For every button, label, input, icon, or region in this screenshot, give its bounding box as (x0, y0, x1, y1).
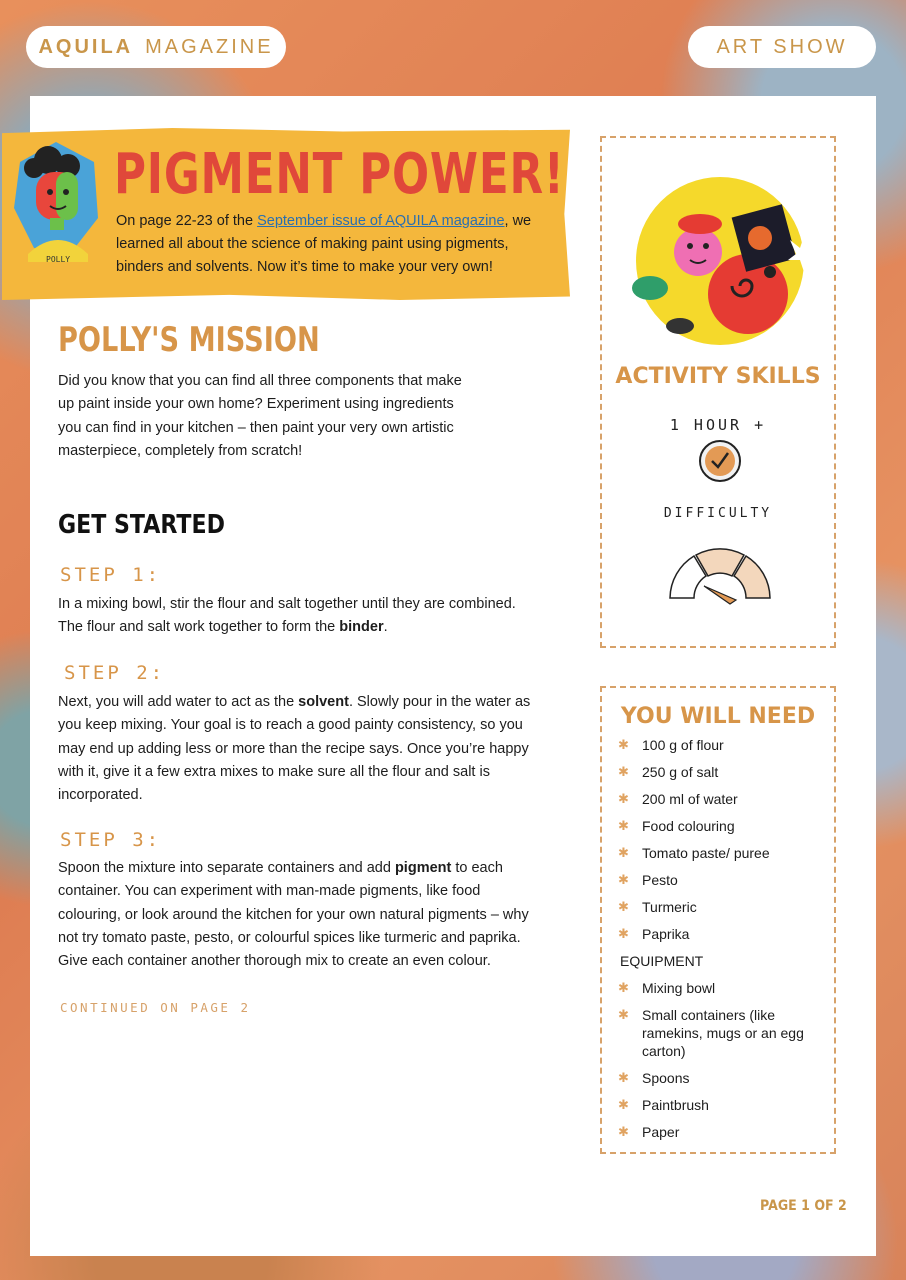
you-will-need-panel (600, 686, 836, 1154)
equipment-item-text: Mixing bowl (642, 980, 716, 996)
equipment-item (618, 1096, 824, 1114)
step-1-text-start: In a mixing bowl, stir the flour and salt together until they are combined. The flour and salt work together to form the (58, 596, 516, 636)
step-2-keyword: solvent (298, 694, 349, 710)
activity-skills-heading: ACTIVITY SKILLS (615, 364, 821, 389)
equipment-item-text: Paintbrush (642, 1097, 709, 1113)
intro-text-end: , we learned all about the science of making paint using pigments, binders and solvents. Now it’s time to make your very own! (116, 213, 532, 275)
get-started-heading: GET STARTED (58, 510, 225, 540)
bullet-star-icon: ✱ (618, 791, 629, 806)
brand-bold: AQUILA (38, 35, 134, 58)
polly-avatar-illustration (10, 138, 102, 278)
ingredient-item (618, 817, 824, 835)
step-2-text-end: . Slowly pour in the water as you keep mixing. Your goal is to reach a good painty consistency, so you may end up adding less or more than the recipe says. Once you’re happy with it, give it a few extra mixes to make sure all the flour and salt is incorporated. (58, 694, 531, 804)
mission-heading: POLLY'S MISSION (58, 320, 320, 360)
equipment-item-text: Spoons (642, 1070, 690, 1086)
mission-text: Did you know that you can find all three components that make up paint inside your own home? Experiment using ingredients you can find in your kitchen – then paint your very own artistic masterpiece, completely from scratch! (58, 373, 462, 459)
ingredient-item (618, 925, 824, 943)
ingredient-item-text: Food colouring (642, 818, 735, 834)
step-1-text (58, 593, 528, 640)
equipment-item (618, 979, 824, 997)
ingredient-item-text: Pesto (642, 872, 678, 888)
activity-skills-panel (600, 136, 836, 648)
step-2-text (58, 691, 532, 807)
step-3-text (58, 857, 536, 973)
bullet-star-icon: ✱ (618, 1070, 629, 1085)
brand-pill (26, 26, 286, 68)
step-1-text-end: . (383, 619, 388, 636)
difficulty-label: DIFFICULTY (663, 506, 773, 521)
step-2-label: STEP 2: (64, 662, 166, 684)
bullet-star-icon: ✱ (618, 818, 629, 833)
section-label: ART SHOW (716, 35, 848, 58)
difficulty-gauge (664, 542, 776, 606)
bullet-star-icon: ✱ (618, 926, 629, 941)
painter-illustration (620, 176, 820, 346)
equipment-item-text: Small containers (like ramekins, mugs or an egg carton) (642, 1007, 804, 1059)
bullet-star-icon: ✱ (618, 980, 629, 995)
intro-text-start: On page 22-23 of the (116, 213, 258, 229)
equipment-item (618, 1123, 824, 1141)
equipment-heading (618, 952, 824, 970)
ingredient-item-text: Paprika (642, 926, 690, 942)
step-2-text-start: Next, you will add water to act as the (58, 694, 299, 710)
brand-rest: MAGAZINE (145, 35, 274, 58)
step-3-text-start: Spoon the mixture into separate containers and add (58, 860, 395, 876)
page-title: PIGMENT POWER! (114, 142, 565, 207)
equipment-item (618, 1069, 824, 1087)
step-3-text-end: to each container. You can experiment with man-made pigments, like food colouring, or look around the kitchen for your own natural pigments – why not try tomato paste, pesto, or colourful spices like turmeric and paprika. Give each container another thorough mix to create an even colour. (58, 860, 529, 970)
step-1-label: STEP 1: (60, 564, 162, 586)
step-1-keyword: binder (339, 619, 384, 636)
intro-paragraph (116, 210, 556, 279)
ingredient-item-text: 200 ml of water (642, 791, 738, 807)
ingredient-item-text: Tomato paste/ puree (642, 845, 770, 861)
equipment-item (618, 1006, 824, 1060)
september-issue-link[interactable]: September issue of AQUILA magazine (257, 213, 505, 229)
continued-note: CONTINUED ON PAGE 2 (60, 1000, 251, 1015)
step-3-label: STEP 3: (60, 829, 162, 851)
bullet-star-icon: ✱ (618, 764, 629, 779)
bullet-star-icon: ✱ (618, 1097, 629, 1112)
page-number: PAGE 1 OF 2 (760, 1198, 847, 1214)
bullet-star-icon: ✱ (618, 1124, 629, 1139)
ingredient-item-text: 250 g of salt (642, 764, 719, 780)
bullet-star-icon: ✱ (618, 872, 629, 887)
bullet-star-icon: ✱ (618, 737, 629, 752)
ingredient-item-text: 100 g of flour (642, 737, 724, 753)
bullet-star-icon: ✱ (618, 845, 629, 860)
time-label: 1 HOUR + (669, 416, 767, 434)
ingredient-item (618, 763, 824, 781)
bullet-star-icon: ✱ (618, 899, 629, 914)
bullet-star-icon: ✱ (618, 1007, 629, 1022)
ingredient-item (618, 844, 824, 862)
step-3-keyword: pigment (394, 860, 452, 876)
equipment-item-text: Paper (642, 1124, 680, 1140)
ingredient-item-text: Turmeric (642, 899, 697, 915)
avatar-label: POLLY (46, 255, 71, 264)
you-will-need-heading: YOU WILL NEED (620, 704, 816, 729)
ingredient-item (618, 871, 824, 889)
section-pill (688, 26, 876, 68)
ingredient-item (618, 898, 824, 916)
ingredient-item (618, 790, 824, 808)
ingredients-list (618, 736, 824, 1150)
equipment-heading-text: EQUIPMENT (620, 953, 704, 969)
ingredient-item (618, 736, 824, 754)
clock-icon (697, 438, 743, 484)
